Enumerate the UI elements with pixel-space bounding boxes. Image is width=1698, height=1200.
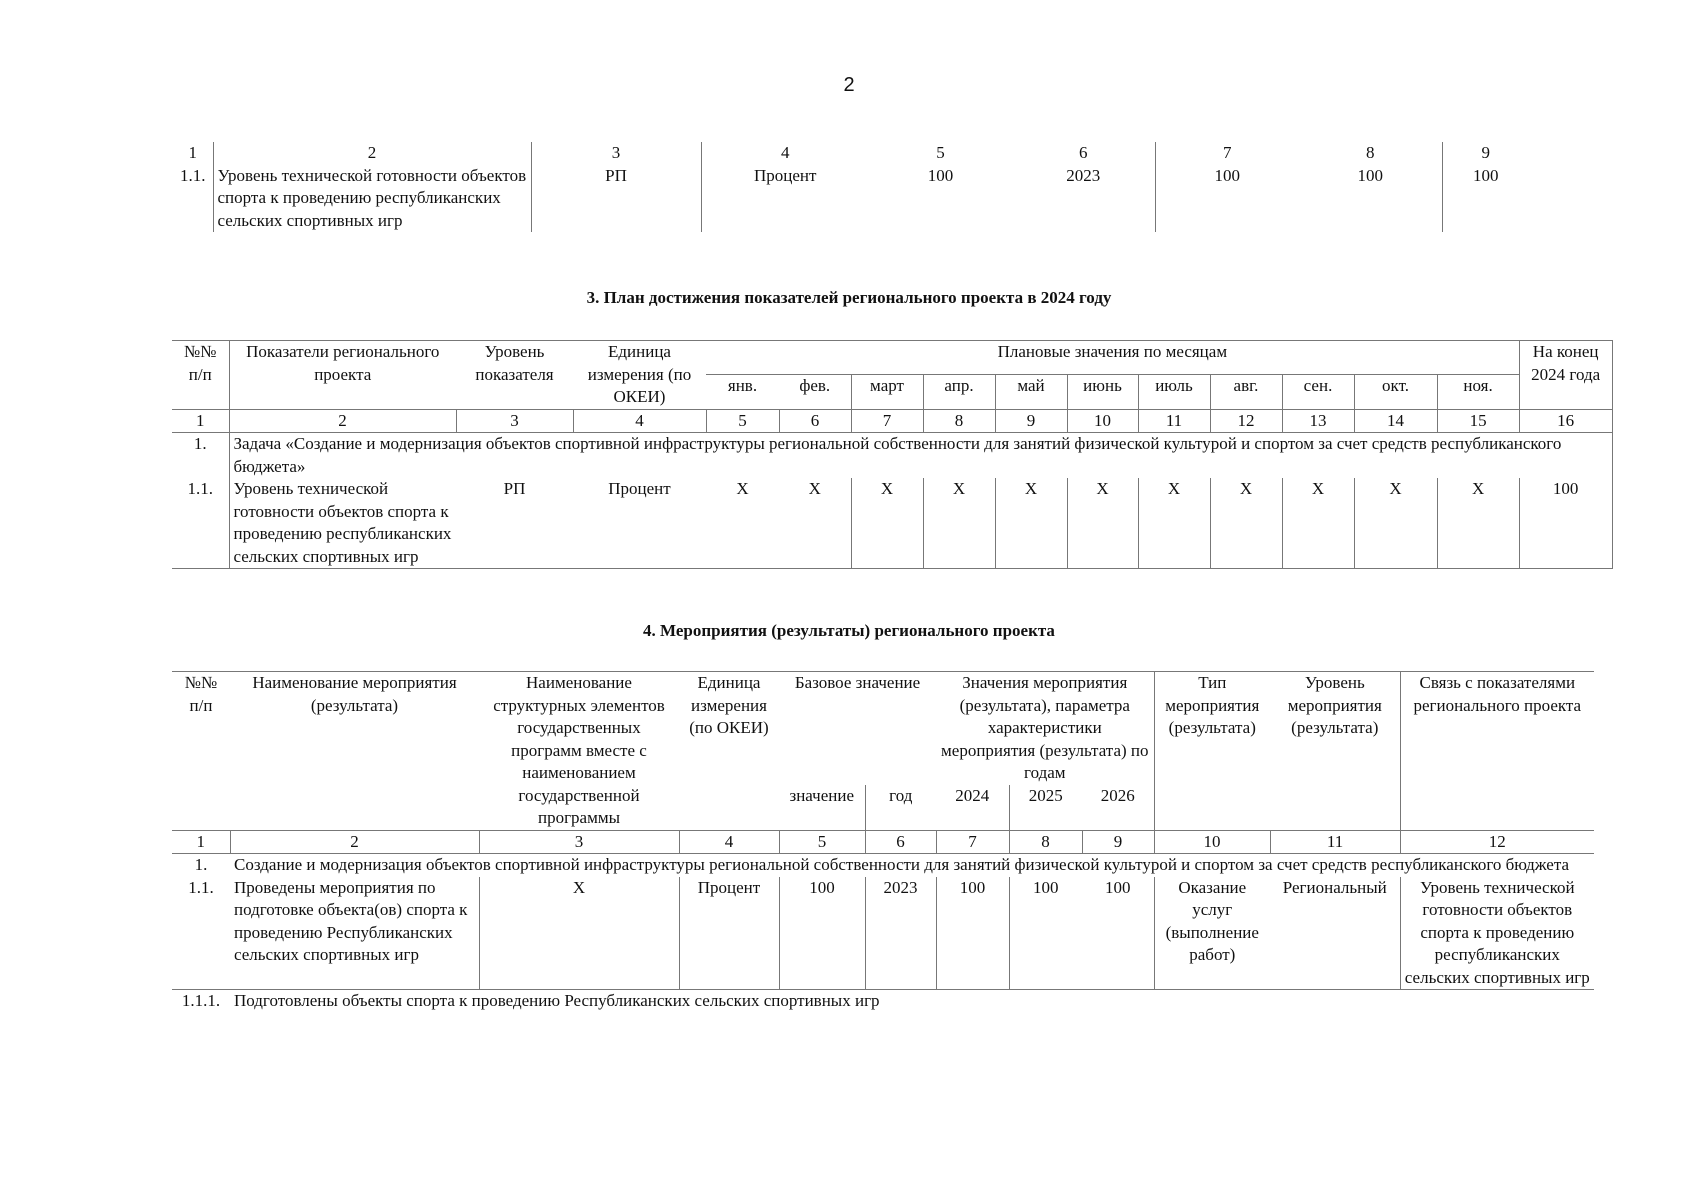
- header-indicators: Показатели регионального проекта: [229, 341, 456, 410]
- col-num: 4: [679, 830, 779, 854]
- page-number: 2: [843, 74, 855, 96]
- header-year: 2026: [1100, 785, 1135, 805]
- header-level: Уровень мероприятия (результата): [1270, 672, 1400, 831]
- header-month: янв.: [727, 376, 758, 396]
- header-year: 2024: [955, 785, 990, 805]
- header-month: окт.: [1354, 375, 1437, 409]
- table-row: [173, 165, 1529, 233]
- month-value: X: [1210, 478, 1282, 569]
- table-row: [172, 877, 1594, 990]
- table-row: [172, 478, 1612, 569]
- col-num-1: 1: [188, 143, 197, 162]
- measure-unit: Процент: [679, 877, 779, 990]
- col-num: 14: [1354, 409, 1437, 433]
- group-text: Создание и модернизация объектов спортивной инфраструктуры региональной собственности для занятий физической культурой и спортом за счет средств республиканского бюджета: [234, 855, 1570, 874]
- header-month: март: [851, 375, 923, 409]
- col-num: 7: [851, 409, 923, 433]
- row-number: 1.1.: [172, 877, 230, 990]
- col-num-6: 6: [1079, 143, 1088, 162]
- header-values: Значения мероприятия (результата), параметра характеристики мероприятия (результата) по годам: [936, 672, 1154, 785]
- col-num: 8: [1009, 830, 1082, 854]
- col-num: 8: [923, 409, 995, 433]
- header-planned: Плановые значения по месяцам: [706, 341, 1519, 375]
- header-level: Уровень показателя: [456, 341, 573, 410]
- col-num: 3: [479, 830, 679, 854]
- header-month: июнь: [1067, 375, 1138, 409]
- row-number: 1.1.: [172, 478, 229, 569]
- sub-row-number: 1.1.1.: [181, 991, 221, 1010]
- header-month: фев.: [799, 376, 831, 396]
- value-2024: 100: [936, 877, 1009, 990]
- col-num-9: 9: [1442, 142, 1529, 165]
- task-text: Задача «Создание и модернизация объектов спортивной инфраструктуры региональной собственности для занятий физической культурой и спортом за счет средств республиканского бюджета»: [229, 433, 1612, 479]
- col-num: 5: [779, 830, 865, 854]
- value-2026: 100: [1082, 877, 1154, 990]
- header-base: Базовое значение: [779, 672, 936, 785]
- indicator-unit: Процент: [573, 478, 706, 569]
- col-num: 2: [229, 409, 456, 433]
- col-num: 16: [1519, 409, 1612, 433]
- col-num: 13: [1282, 409, 1354, 433]
- col-num: 7: [936, 830, 1009, 854]
- month-value: X: [1067, 478, 1138, 569]
- group-number: 1.: [194, 855, 208, 874]
- header-month: сен.: [1282, 375, 1354, 409]
- indicator-level: РП: [456, 478, 573, 569]
- header-month: ноя.: [1437, 375, 1519, 409]
- col-num: 12: [1400, 830, 1594, 854]
- value-cell: 100: [927, 165, 954, 185]
- month-value: X: [923, 478, 995, 569]
- base-value: 100: [779, 877, 865, 990]
- header-end-of-year: На конец 2024 года: [1519, 341, 1612, 410]
- col-num: 4: [573, 409, 706, 433]
- header-num: №№ п/п: [172, 341, 229, 410]
- measure-type: Оказание услуг (выполнение работ): [1154, 877, 1270, 990]
- header-month: апр.: [923, 375, 995, 409]
- col-num: 6: [779, 409, 851, 433]
- month-value: X: [706, 478, 779, 569]
- indicator-name: Уровень технической готовности объектов спорта к проведению республиканских сельских спортивных игр: [229, 478, 456, 569]
- header-type: Тип мероприятия (результата): [1154, 672, 1270, 831]
- header-month: май: [995, 375, 1067, 409]
- month-value: X: [779, 478, 851, 569]
- measure-name: Проведены мероприятия по подготовке объекта(ов) спорта к проведению Республиканских сельских спортивных игр: [230, 877, 479, 990]
- structural-element: X: [479, 877, 679, 990]
- header-unit: Единица измерения (по ОКЕИ): [679, 672, 779, 831]
- month-value: X: [1138, 478, 1210, 569]
- header-structural: Наименование структурных элементов государственных программ вместе с наименованием государственной программы: [479, 672, 679, 831]
- col-num: 10: [1154, 830, 1270, 854]
- col-num: 1: [172, 409, 229, 433]
- indicator-level: РП: [531, 165, 701, 233]
- col-num: 6: [865, 830, 936, 854]
- col-num-2: 2: [213, 142, 531, 165]
- indicator-unit: Процент: [701, 165, 869, 233]
- col-num: 5: [706, 409, 779, 433]
- header-unit: Единица измерения (по ОКЕИ): [573, 341, 706, 410]
- col-num: 3: [456, 409, 573, 433]
- col-num: 9: [1082, 830, 1154, 854]
- col-num: 11: [1138, 409, 1210, 433]
- header-num: №№ п/п: [172, 672, 230, 831]
- indicators-table-continuation: [173, 142, 1529, 232]
- base-year: 2023: [865, 877, 936, 990]
- value-cell: 100: [1442, 165, 1529, 233]
- col-num: 2: [230, 830, 479, 854]
- header-month: авг.: [1210, 375, 1282, 409]
- row-number: 1.1.: [180, 165, 206, 185]
- col-num-3: 3: [531, 142, 701, 165]
- col-num: 1: [172, 830, 230, 854]
- header-month: июль: [1138, 375, 1210, 409]
- month-value: X: [851, 478, 923, 569]
- linked-indicator: Уровень технической готовности объектов спорта к проведению республиканских сельских спортивных игр: [1400, 877, 1594, 990]
- col-num: 12: [1210, 409, 1282, 433]
- end-of-year-value: 100: [1519, 478, 1612, 569]
- col-num-8: 8: [1366, 143, 1375, 162]
- measures-table: [172, 671, 1594, 1013]
- task-number: 1.: [193, 434, 207, 453]
- month-value: X: [1354, 478, 1437, 569]
- col-num-7: 7: [1155, 142, 1299, 165]
- value-2025: 100: [1009, 877, 1082, 990]
- header-year: 2025: [1009, 785, 1082, 831]
- monthly-plan-table: [172, 340, 1613, 569]
- section-4-title: 4. Мероприятия (результаты) регионального проекта: [643, 621, 1055, 640]
- month-value: X: [995, 478, 1067, 569]
- header-base-year: год: [865, 785, 936, 831]
- value-cell: 2023: [1066, 165, 1101, 185]
- col-num: 9: [995, 409, 1067, 433]
- col-num: 11: [1270, 830, 1400, 854]
- section-3-title: 3. План достижения показателей регионального проекта в 2024 году: [586, 288, 1112, 307]
- indicator-name: Уровень технической готовности объектов спорта к проведению республиканских сельских спортивных игр: [213, 165, 531, 233]
- header-name: Наименование мероприятия (результата): [230, 672, 479, 831]
- measure-level: Региональный: [1270, 877, 1400, 990]
- value-cell: 100: [1155, 165, 1299, 233]
- month-value: X: [1437, 478, 1519, 569]
- header-base-value: значение: [789, 785, 854, 805]
- header-link: Связь с показателями регионального проекта: [1400, 672, 1594, 831]
- col-num: 15: [1437, 409, 1519, 433]
- col-num: 10: [1067, 409, 1138, 433]
- month-value: X: [1282, 478, 1354, 569]
- col-num-4: 4: [701, 142, 869, 165]
- sub-row-text: Подготовлены объекты спорта к проведению Республиканских сельских спортивных игр: [234, 991, 880, 1010]
- value-cell: 100: [1357, 165, 1383, 185]
- col-num-5: 5: [936, 143, 945, 162]
